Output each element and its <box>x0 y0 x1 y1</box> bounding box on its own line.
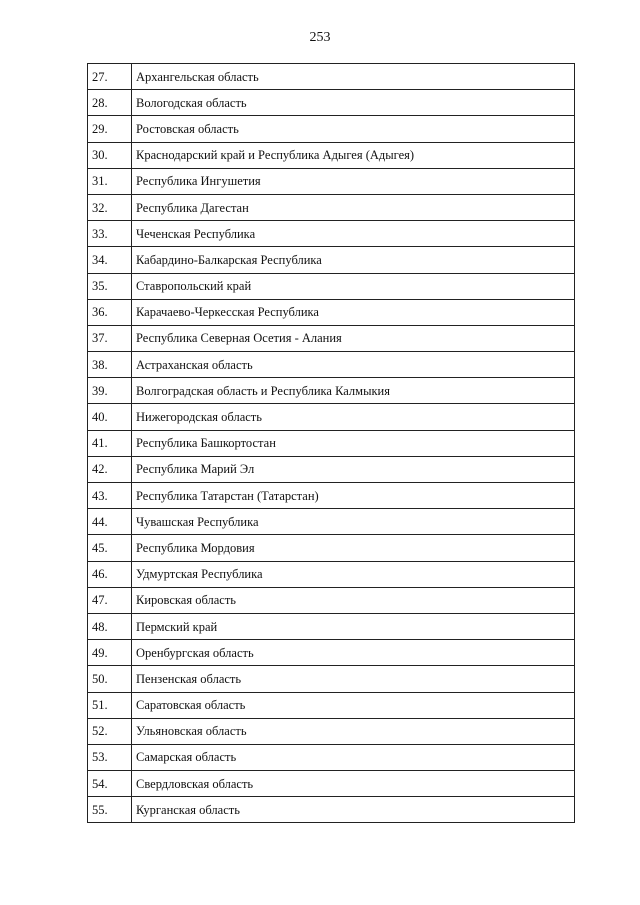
row-number: 37. <box>88 325 132 351</box>
region-name: Краснодарский край и Республика Адыгея (Адыгея) <box>132 142 575 168</box>
region-name: Удмуртская Республика <box>132 561 575 587</box>
row-number: 35. <box>88 273 132 299</box>
region-name: Ульяновская область <box>132 718 575 744</box>
page-number: 253 <box>309 30 331 45</box>
region-name: Оренбургская область <box>132 640 575 666</box>
table-row <box>88 273 575 299</box>
table-row <box>88 561 575 587</box>
region-name: Республика Ингушетия <box>132 168 575 194</box>
table-row <box>88 352 575 378</box>
table-row <box>88 247 575 273</box>
row-number: 29. <box>88 116 132 142</box>
region-name: Республика Марий Эл <box>132 456 575 482</box>
table-row <box>88 613 575 639</box>
row-number: 36. <box>88 299 132 325</box>
region-name: Волгоградская область и Республика Калмыкия <box>132 378 575 404</box>
row-number: 50. <box>88 666 132 692</box>
row-number: 33. <box>88 221 132 247</box>
table-row <box>88 168 575 194</box>
table-row <box>88 535 575 561</box>
row-number: 47. <box>88 587 132 613</box>
table-row <box>88 194 575 220</box>
row-number: 49. <box>88 640 132 666</box>
table-row <box>88 797 575 823</box>
table-row <box>88 771 575 797</box>
row-number: 38. <box>88 352 132 378</box>
row-number: 45. <box>88 535 132 561</box>
row-number: 31. <box>88 168 132 194</box>
region-name: Астраханская область <box>132 352 575 378</box>
table-row <box>88 299 575 325</box>
region-name: Пензенская область <box>132 666 575 692</box>
row-number: 30. <box>88 142 132 168</box>
row-number: 53. <box>88 744 132 770</box>
table-row <box>88 116 575 142</box>
region-name: Республика Мордовия <box>132 535 575 561</box>
row-number: 52. <box>88 718 132 744</box>
row-number: 39. <box>88 378 132 404</box>
table-row <box>88 483 575 509</box>
region-name: Чувашская Республика <box>132 509 575 535</box>
region-name: Самарская область <box>132 744 575 770</box>
table-row <box>88 90 575 116</box>
table-row <box>88 718 575 744</box>
table-row <box>88 64 575 90</box>
table-row <box>88 430 575 456</box>
regions-table-body <box>88 64 575 823</box>
region-name: Архангельская область <box>132 64 575 90</box>
row-number: 42. <box>88 456 132 482</box>
row-number: 40. <box>88 404 132 430</box>
table-row <box>88 142 575 168</box>
row-number: 32. <box>88 194 132 220</box>
row-number: 27. <box>88 64 132 90</box>
region-name: Ставропольский край <box>132 273 575 299</box>
region-name: Кабардино-Балкарская Республика <box>132 247 575 273</box>
table-row <box>88 744 575 770</box>
region-name: Республика Дагестан <box>132 194 575 220</box>
regions-table <box>87 63 575 823</box>
row-number: 41. <box>88 430 132 456</box>
row-number: 54. <box>88 771 132 797</box>
region-name: Республика Башкортостан <box>132 430 575 456</box>
region-name: Кировская область <box>132 587 575 613</box>
row-number: 51. <box>88 692 132 718</box>
region-name: Республика Северная Осетия - Алания <box>132 325 575 351</box>
table-row <box>88 587 575 613</box>
row-number: 44. <box>88 509 132 535</box>
table-row <box>88 221 575 247</box>
row-number: 46. <box>88 561 132 587</box>
region-name: Пермский край <box>132 613 575 639</box>
row-number: 34. <box>88 247 132 273</box>
region-name: Чеченская Республика <box>132 221 575 247</box>
table-row <box>88 666 575 692</box>
region-name: Вологодская область <box>132 90 575 116</box>
table-row <box>88 378 575 404</box>
region-name: Свердловская область <box>132 771 575 797</box>
region-name: Карачаево-Черкесская Республика <box>132 299 575 325</box>
row-number: 43. <box>88 483 132 509</box>
table-row <box>88 692 575 718</box>
table-row <box>88 509 575 535</box>
region-name: Республика Татарстан (Татарстан) <box>132 483 575 509</box>
region-name: Ростовская область <box>132 116 575 142</box>
region-name: Нижегородская область <box>132 404 575 430</box>
table-row <box>88 640 575 666</box>
table-row <box>88 456 575 482</box>
row-number: 55. <box>88 797 132 823</box>
table-row <box>88 404 575 430</box>
region-name: Саратовская область <box>132 692 575 718</box>
row-number: 48. <box>88 613 132 639</box>
table-row <box>88 325 575 351</box>
region-name: Курганская область <box>132 797 575 823</box>
row-number: 28. <box>88 90 132 116</box>
